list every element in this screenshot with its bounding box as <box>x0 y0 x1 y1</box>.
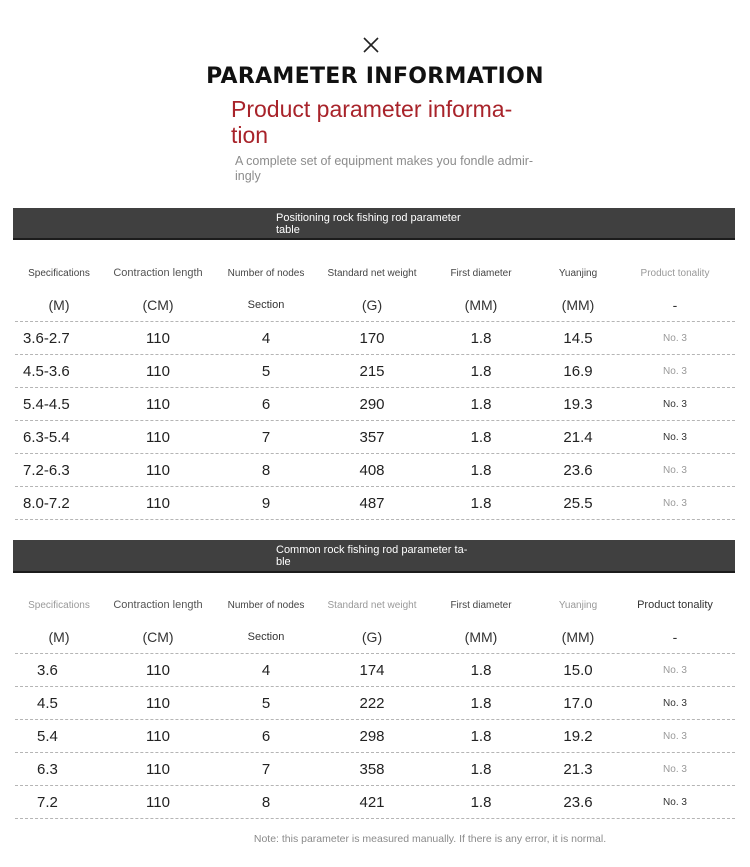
table2-title: Common rock fishing rod parameter ta- ble <box>276 544 468 568</box>
table-cell: 110 <box>146 362 170 380</box>
unit-cell: Section <box>247 299 285 311</box>
table-cell: 8 <box>261 461 271 479</box>
table-cell: 110 <box>146 494 170 512</box>
column-header: Specifications <box>28 599 90 611</box>
unit-cell: (MM) <box>561 629 595 645</box>
table-cell: 110 <box>146 760 170 778</box>
unit-cell: - <box>672 629 678 645</box>
table-cell: 174 <box>359 661 385 679</box>
table-cell: 298 <box>359 727 385 745</box>
table-cell: 19.3 <box>563 395 593 413</box>
table-cell: 487 <box>359 494 385 512</box>
table-cell: 15.0 <box>563 661 593 679</box>
table-cell: 1.8 <box>470 760 492 778</box>
table-cell: 23.6 <box>563 461 593 479</box>
table-cell: No. 3 <box>663 697 687 709</box>
unit-cell: (MM) <box>464 629 498 645</box>
table1 <box>15 257 735 520</box>
table-row <box>15 454 735 487</box>
column-header: First diameter <box>450 267 512 279</box>
table-cell: 357 <box>359 428 385 446</box>
table-row <box>15 687 735 720</box>
table-cell: 5 <box>261 694 271 712</box>
unit-cell: Section <box>247 631 285 643</box>
column-header: Product tonality <box>640 267 710 279</box>
table-cell: 7.2 <box>37 793 58 811</box>
column-header: Contraction length <box>113 267 203 279</box>
table-cell: 4.5 <box>37 694 58 712</box>
table-cell: 408 <box>359 461 385 479</box>
table-cell: 110 <box>146 461 170 479</box>
table-row <box>15 388 735 421</box>
unit-cell: (MM) <box>561 297 595 313</box>
table1-title: Positioning rock fishing rod parameter table <box>276 212 461 236</box>
table-cell: 14.5 <box>563 329 593 347</box>
unit-cell: (CM) <box>142 297 174 313</box>
table-cell: 7 <box>261 760 271 778</box>
column-header: Specifications <box>28 267 90 279</box>
table-cell: 8.0-7.2 <box>23 494 70 512</box>
table-cell: 25.5 <box>563 494 593 512</box>
table-cell: 1.8 <box>470 428 492 446</box>
unit-cell: (M) <box>48 297 70 313</box>
table-cell: 110 <box>146 727 170 745</box>
column-header: Product tonality <box>637 599 713 611</box>
table-cell: 16.9 <box>563 362 593 380</box>
table-cell: 1.8 <box>470 395 492 413</box>
table-cell: No. 3 <box>663 398 687 410</box>
table-cell: 3.6-2.7 <box>23 329 70 347</box>
table-cell: 358 <box>359 760 385 778</box>
table-cell: 110 <box>146 793 170 811</box>
unit-cell: (CM) <box>142 629 174 645</box>
table-cell: 21.4 <box>563 428 593 446</box>
header-row <box>15 589 735 621</box>
table-row <box>15 355 735 388</box>
table-cell: 6.3-5.4 <box>23 428 70 446</box>
table-cell: 8 <box>261 793 271 811</box>
unit-cell: (MM) <box>464 297 498 313</box>
table-cell: 6 <box>261 727 271 745</box>
table-cell: 170 <box>359 329 385 347</box>
page-subtitle: Product parameter informa- tion <box>231 96 513 148</box>
table-cell: 6 <box>261 395 271 413</box>
table-cell: No. 3 <box>663 332 687 344</box>
page-title: PARAMETER INFORMATION <box>206 64 544 89</box>
column-header: Standard net weight <box>327 599 417 611</box>
table-cell: No. 3 <box>663 730 687 742</box>
table2-banner <box>13 540 735 573</box>
table-cell: 5 <box>261 362 271 380</box>
table-cell: No. 3 <box>663 664 687 676</box>
unit-cell: (G) <box>361 297 383 313</box>
table-row <box>15 786 735 819</box>
unit-cell: - <box>672 297 678 313</box>
table-cell: 1.8 <box>470 362 492 380</box>
table-row <box>15 720 735 753</box>
table-cell: 23.6 <box>563 793 593 811</box>
column-header: Yuanjing <box>558 599 598 611</box>
table-cell: 3.6 <box>37 661 58 679</box>
table-cell: 1.8 <box>470 461 492 479</box>
table-row <box>15 654 735 687</box>
footnote: Note: this parameter is measured manually. If there is any error, it is normal. <box>253 833 607 845</box>
table-cell: 110 <box>146 395 170 413</box>
table-cell: 1.8 <box>470 494 492 512</box>
table-cell: 21.3 <box>563 760 593 778</box>
table-cell: 110 <box>146 694 170 712</box>
column-header: Number of nodes <box>227 599 305 611</box>
header-row <box>15 257 735 289</box>
table-cell: 6.3 <box>37 760 58 778</box>
table-row <box>15 487 735 520</box>
table2 <box>15 589 735 819</box>
table-cell: 215 <box>359 362 385 380</box>
table-cell: No. 3 <box>663 464 687 476</box>
table-cell: 7.2-6.3 <box>23 461 70 479</box>
table-cell: 421 <box>359 793 385 811</box>
table-cell: No. 3 <box>663 365 687 377</box>
table-row <box>15 753 735 786</box>
table-cell: 1.8 <box>470 661 492 679</box>
column-header: Contraction length <box>113 599 203 611</box>
table1-banner <box>13 208 735 240</box>
table-cell: 9 <box>261 494 271 512</box>
table-cell: 7 <box>261 428 271 446</box>
table-cell: 1.8 <box>470 727 492 745</box>
table-cell: No. 3 <box>663 763 687 775</box>
table-cell: 1.8 <box>470 793 492 811</box>
table-row <box>15 421 735 454</box>
table-cell: 1.8 <box>470 694 492 712</box>
table-cell: No. 3 <box>663 431 687 443</box>
column-header: First diameter <box>450 599 512 611</box>
unit-row <box>15 289 735 322</box>
table-cell: 17.0 <box>563 694 593 712</box>
table-cell: 1.8 <box>470 329 492 347</box>
table-cell: 222 <box>359 694 385 712</box>
table-cell: 4 <box>261 329 271 347</box>
table-cell: 290 <box>359 395 385 413</box>
table-cell: 5.4-4.5 <box>23 395 70 413</box>
close-icon[interactable] <box>362 36 380 54</box>
table-cell: 4 <box>261 661 271 679</box>
table-cell: No. 3 <box>663 796 687 808</box>
page-tagline: A complete set of equipment makes you fondle admir- ingly <box>235 154 534 183</box>
table-cell: 19.2 <box>563 727 593 745</box>
table-cell: 5.4 <box>37 727 58 745</box>
column-header: Standard net weight <box>327 267 417 279</box>
table-cell: 110 <box>146 661 170 679</box>
column-header: Yuanjing <box>558 267 598 279</box>
table-cell: No. 3 <box>663 497 687 509</box>
table-cell: 110 <box>146 329 170 347</box>
unit-cell: (M) <box>48 629 70 645</box>
table-cell: 4.5-3.6 <box>23 362 70 380</box>
unit-cell: (G) <box>361 629 383 645</box>
unit-row <box>15 621 735 654</box>
table-cell: 110 <box>146 428 170 446</box>
table-row <box>15 322 735 355</box>
column-header: Number of nodes <box>227 267 305 279</box>
